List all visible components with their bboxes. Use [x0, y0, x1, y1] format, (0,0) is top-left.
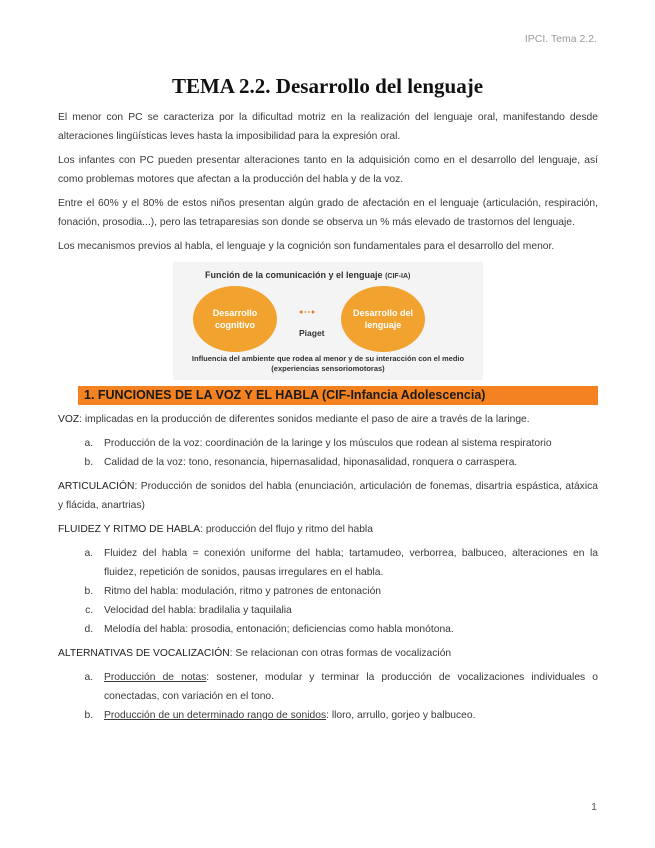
fluidez-text: : producción del flujo y ritmo del habla [200, 524, 373, 535]
articulacion-definition [58, 477, 598, 515]
intro-paragraph-2: Los infantes con PC pueden presentar alteraciones tanto en la adquisición como en el desarrollo del lenguaje, así como problemas motores que afectan a la producción del habla y de la voz. [58, 155, 598, 185]
list-item: d. Melodía del habla: prosodia, entonación; deficiencias como habla monótona. [96, 620, 598, 639]
figure-title [205, 266, 410, 286]
list-item-text: : sostener, modular y terminar la producción de vocalizaciones individuales o conectadas, con variación en el tono. [104, 672, 598, 702]
list-item [96, 706, 598, 725]
document-body [58, 108, 598, 730]
cognitive-development-circle: Desarrollo cognitivo [193, 286, 277, 352]
intro-paragraph-4: Los mecanismos previos al habla, el lenguaje y la cognición son fundamentales para el desarrollo del menor. [58, 241, 555, 252]
figure-caption [173, 354, 483, 374]
list-item: a. Producción de la voz: coordinación de la laringe y los músculos que rodean al sistema respiratorio [96, 434, 598, 453]
alternativas-text: : Se relacionan con otras formas de vocalización [229, 648, 452, 659]
list-item-text: : lloro, arrullo, gorjeo y balbuceo. [326, 710, 476, 721]
voz-text: : implicadas en la producción de diferentes sonidos mediante el paso de aire a través de la laringe. [79, 414, 530, 425]
figure-title-suffix: (CIF-IA) [385, 273, 411, 280]
alternativas-term: ALTERNATIVAS DE VOCALIZACIÓN [58, 648, 230, 659]
list-item [96, 668, 598, 706]
piaget-label: Piaget [299, 328, 325, 338]
alternativas-definition [58, 644, 598, 663]
header-course-label: IPCI. Tema 2.2. [524, 33, 597, 45]
voz-term: VOZ [58, 414, 80, 425]
list-item: c. Velocidad del habla: bradilalia y taquilalia [96, 601, 598, 620]
list-item: b. Ritmo del habla: modulación, ritmo y patrones de entonación [96, 582, 598, 601]
intro-paragraph-3: Entre el 60% y el 80% de estos niños presentan algún grado de afectación en el lenguaje (articulación, respiración, fonación, prosodia...), pero las tetraparesias son donde se observa un % más elevado de trastornos del lenguaje. [58, 198, 598, 228]
intro-paragraph-1: El menor con PC se caracteriza por la dificultad motriz en la realización del lenguaje oral, manifestando desde alteraciones lingüísticas leves hasta la imposibilidad para la expresión oral. [58, 112, 598, 142]
page-title: TEMA 2.2. Desarrollo del lenguaje [171, 74, 484, 98]
alternativas-list [58, 668, 598, 725]
fluidez-term: FLUIDEZ Y RITMO DE HABLA [58, 524, 201, 535]
list-item: a. Fluidez del habla = conexión uniforme del habla; tartamudeo, verborrea, balbuceo, alteraciones en la fluidez, repetición de sonidos, pausas irregulares en el habla. [96, 544, 598, 582]
figure-title-text: Función de la comunicación y el lenguaje [205, 270, 383, 280]
section-heading-1: 1. FUNCIONES DE LA VOZ Y EL HABLA (CIF-Infancia Adolescencia) [78, 386, 598, 405]
fluidez-list [58, 544, 598, 639]
fluidez-definition [58, 520, 598, 539]
communication-language-figure [173, 262, 483, 380]
bidirectional-arrow-icon [299, 308, 315, 316]
list-item-label: Producción de un determinado rango de sonidos [104, 710, 327, 721]
figure-caption-line-2: (experiencias sensoriomotoras) [271, 364, 385, 373]
figure-caption-line-1: Influencia del ambiente que rodea al menor y de su interacción con el medio [191, 354, 465, 363]
voz-list [58, 434, 598, 472]
articulacion-text: : Producción de sonidos del habla (enunciación, articulación de fonemas, disartria espástica, atáxica y flácida, anartrias) [58, 481, 598, 511]
page-number: 1 [591, 801, 597, 813]
list-item: b. Calidad de la voz: tono, resonancia, hipernasalidad, hiponasalidad, ronquera o carraspera. [96, 453, 598, 472]
voz-definition [58, 410, 598, 429]
list-item-label: Producción de notas [104, 672, 207, 683]
articulacion-term: ARTICULACIÓN [58, 481, 135, 492]
language-development-circle: Desarrollo del lenguaje [341, 286, 425, 352]
